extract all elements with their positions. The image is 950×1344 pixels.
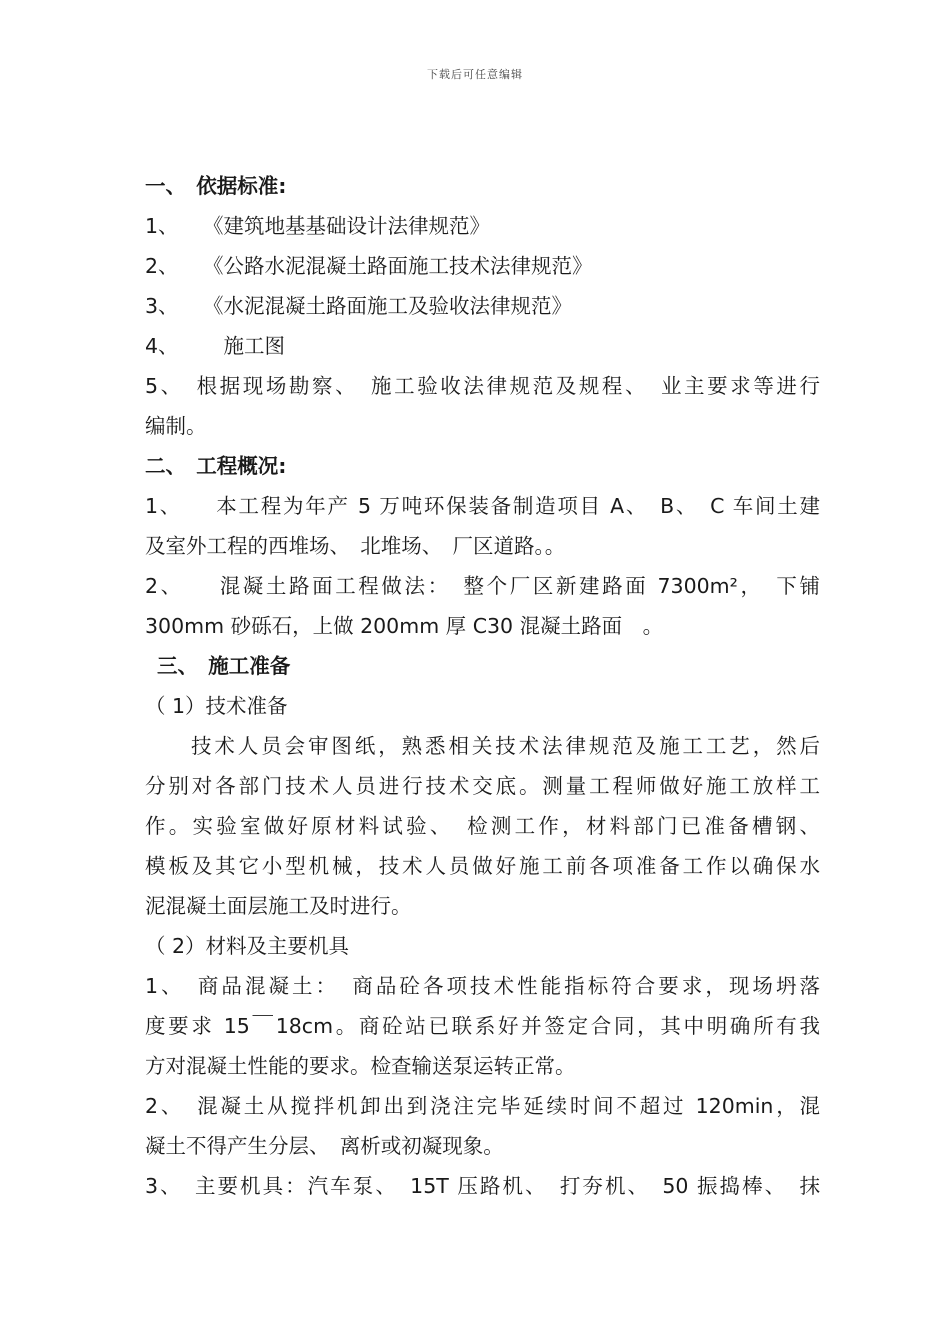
overview-item-1-line-1: 1、 本工程为年产 5 万吨环保装备制造项目 A、 B、 C 车间土建 <box>145 494 820 518</box>
standards-item-2 <box>145 246 820 286</box>
technical-para-line-4: 模板及其它小型机械，技术人员做好施工前各项准备工作以确保水 <box>145 854 820 878</box>
subsection-title-technical: （ 1）技术准备 <box>145 694 288 718</box>
section-heading-preparation: 三、 施工准备 <box>157 654 291 678</box>
section-heading-overview: 二、 工程概况: <box>145 454 287 478</box>
overview-item-2-line-2: 300mm 砂砾石，上做 200mm 厚 C30 混凝土路面 。 <box>145 614 664 638</box>
document-body <box>145 166 820 1206</box>
standards-item-3 <box>145 286 820 326</box>
technical-para-line-5: 泥混凝土面层施工及时进行。 <box>145 894 412 918</box>
item-text: 《建筑地基基础设计法律规范》 <box>203 214 490 238</box>
item-number: 3、 <box>145 294 179 318</box>
section-heading-standards: 一、 依据标准: <box>145 174 287 198</box>
item-number: 4、 <box>145 334 179 358</box>
materials-item-1-line-3: 方对混凝土性能的要求。检查输送泵运转正常。 <box>145 1054 576 1078</box>
materials-item-3-line-1: 3、 主要机具：汽车泵、 15T 压路机、 打夯机、 50 振捣棒、 抹 <box>145 1174 820 1198</box>
overview-item-2-line-1: 2、 混凝土路面工程做法： 整个厂区新建路面 7300m²， 下铺 <box>145 574 820 598</box>
item-text: 施工图 <box>203 334 285 358</box>
standards-item-1 <box>145 206 820 246</box>
item-number: 2、 <box>145 254 179 278</box>
item-text: 《水泥混凝土路面施工及验收法律规范》 <box>203 294 572 318</box>
overview-item-1-line-2: 及室外工程的西堆场、 北堆场、 厂区道路。。 <box>145 534 566 558</box>
standards-item-5-line-1: 5、 根据现场勘察、 施工验收法律规范及规程、 业主要求等进行 <box>145 374 820 398</box>
technical-para-line-1: 技术人员会审图纸，熟悉相关技术法律规范及施工工艺，然后 <box>191 734 820 758</box>
standards-item-5-line-2: 编制。 <box>145 414 207 438</box>
technical-para-line-3: 作。实验室做好原材料试验、 检测工作，材料部门已准备槽钢、 <box>145 814 820 838</box>
technical-para-line-2: 分别对各部门技术人员进行技术交底。测量工程师做好施工放样工 <box>145 774 820 798</box>
item-text: 《公路水泥混凝土路面施工技术法律规范》 <box>203 254 593 278</box>
subsection-title-materials: （ 2）材料及主要机具 <box>145 934 350 958</box>
standards-item-4 <box>145 326 820 366</box>
materials-item-2-line-1: 2、 混凝土从搅拌机卸出到浇注完毕延续时间不超过 120min，混 <box>145 1094 820 1118</box>
materials-item-1-line-2: 度要求 15￣18cm。商砼站已联系好并签定合同，其中明确所有我 <box>145 1014 820 1038</box>
materials-item-2-line-2: 凝土不得产生分层、 离析或初凝现象。 <box>145 1134 504 1158</box>
item-number: 1、 <box>145 214 179 238</box>
materials-item-1-line-1: 1、 商品混凝土： 商品砼各项技术性能指标符合要求，现场坍落 <box>145 974 820 998</box>
page-header-watermark: 下载后可任意编辑 <box>427 68 523 81</box>
